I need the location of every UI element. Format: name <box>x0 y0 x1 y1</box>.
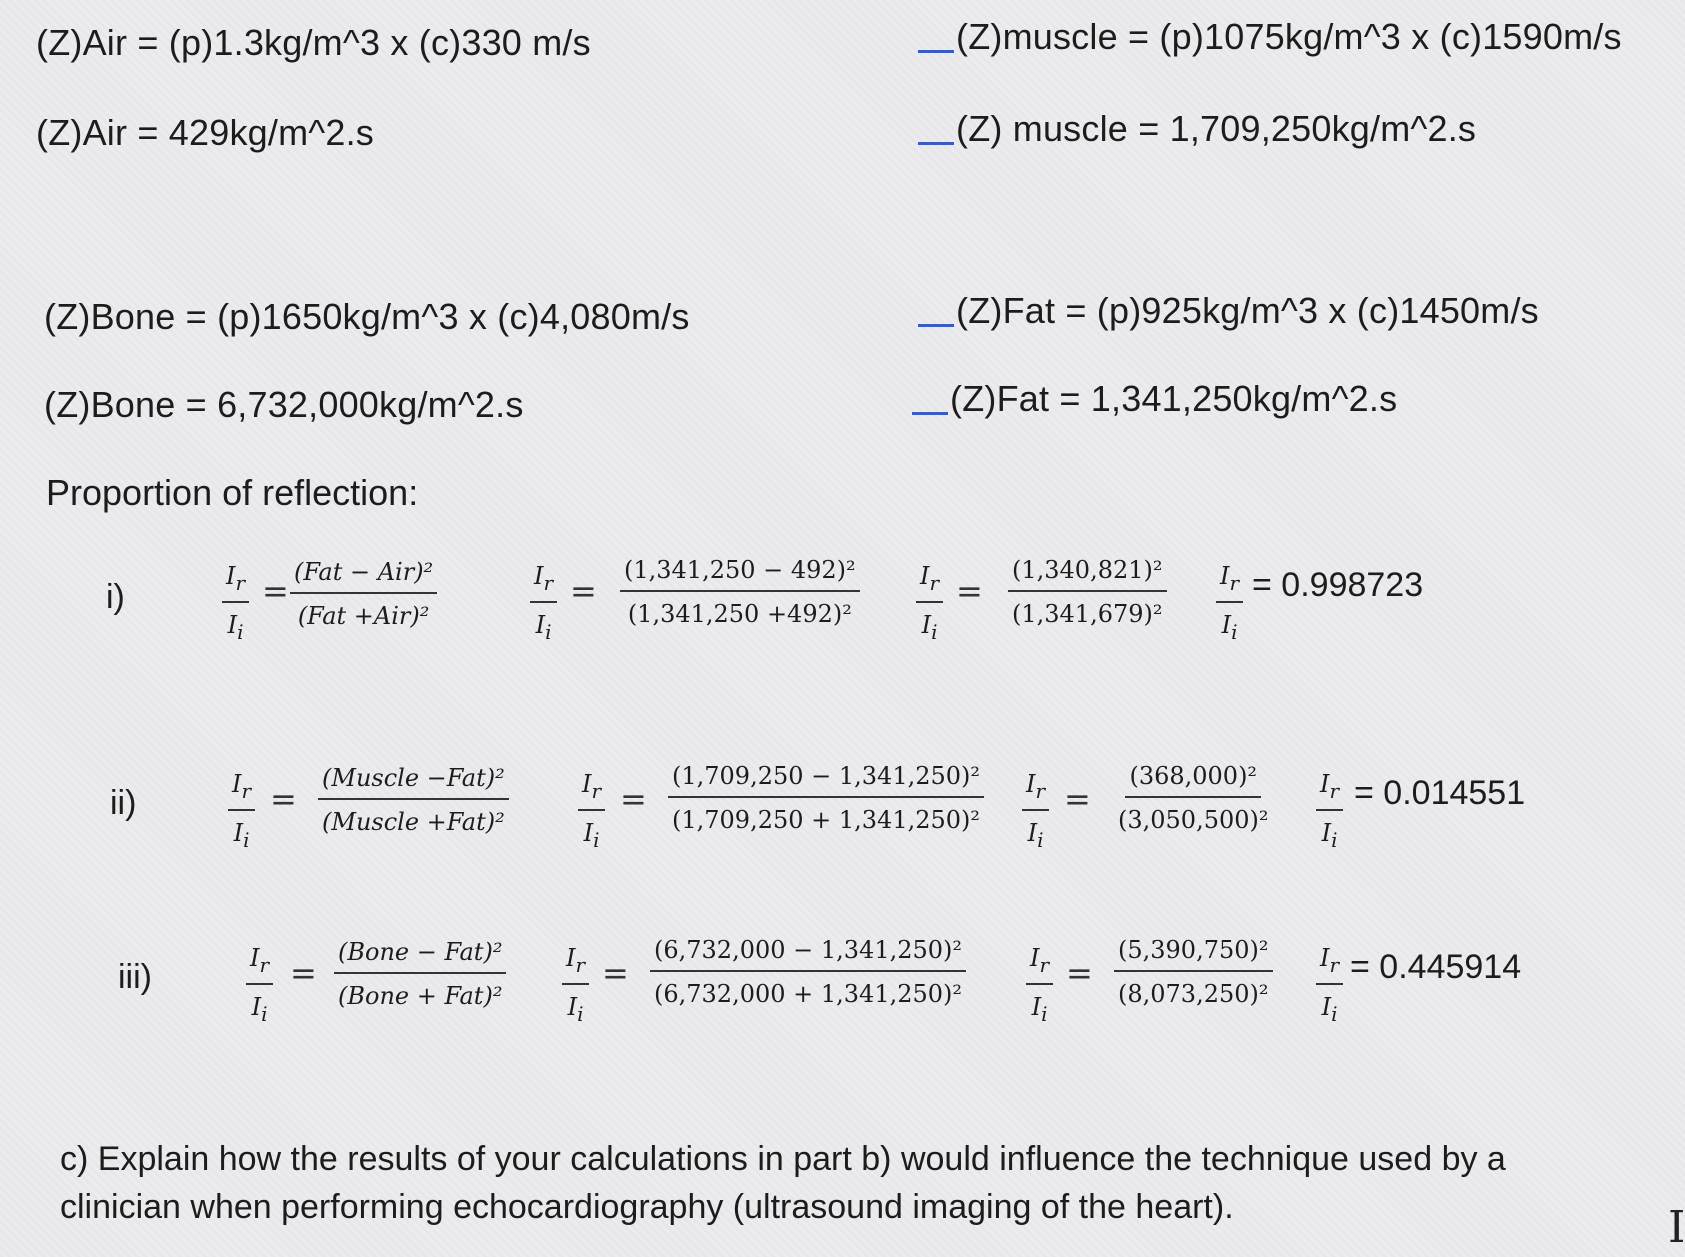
equals-sign: = <box>1064 780 1091 818</box>
intensity-ratio: $\frac{I_r}{I_i}$ <box>1216 562 1243 644</box>
section-heading: Proportion of reflection: <box>46 472 419 513</box>
numeric-fraction: $\frac{\text{(6,732,000 − 1,341,250)²}}{\text{(6,732,000 + 1,341,250)²}}$ <box>650 936 966 1008</box>
result-value: = 0.998723 <box>1252 566 1424 604</box>
question-text-line-1: c) Explain how the results of your calculations in part b) would influence the technique used by a <box>60 1140 1506 1178</box>
symbolic-fraction: (Muscle −Fat)² (Muscle +Fat)² <box>318 764 509 836</box>
intensity-ratio: $\frac{I_r}{I_i}$ <box>1316 770 1343 852</box>
row-label: iii) <box>118 958 152 996</box>
muscle-impedance-formula: (Z)muscle = (p)1075kg/m^3 x (c)1590m/s <box>918 16 1622 58</box>
underline-mark <box>918 324 954 327</box>
underline-mark <box>912 412 948 415</box>
muscle-impedance-value: (Z) muscle = 1,709,250kg/m^2.s <box>918 108 1476 150</box>
bone-impedance-formula: (Z)Bone = (p)1650kg/m^3 x (c)4,080m/s <box>44 296 690 337</box>
intensity-ratio: $\frac{I_r}{I_i}$ <box>1022 770 1049 852</box>
intensity-ratio: $\frac{I_r}{I_i}$ <box>1026 944 1053 1026</box>
intensity-ratio: $\frac{I_r}{I_i}$ <box>246 944 273 1026</box>
underline-mark <box>918 50 954 53</box>
intensity-ratio: $\frac{I_r}{I_i}$ <box>562 944 589 1026</box>
air-impedance-formula: (Z)Air = (p)1.3kg/m^3 x (c)330 m/s <box>36 22 591 63</box>
numeric-fraction: $\frac{\text{(1,709,250 − 1,341,250)²}}{\text{(1,709,250 + 1,341,250)²}}$ <box>668 762 984 834</box>
symbolic-fraction: (Bone − Fat)² (Bone + Fat)² <box>334 938 506 1010</box>
fat-impedance-value: (Z)Fat = 1,341,250kg/m^2.s <box>912 378 1397 420</box>
simplified-fraction: $\frac{\text{(368,000)²}}{\text{(3,050,500)²}}$ <box>1118 762 1269 834</box>
symbolic-fraction: (Fat − Air)² (Fat +Air)² <box>290 558 437 630</box>
intensity-ratio: $\frac{I_r}{I_i}$ <box>578 770 605 852</box>
equals-sign: = <box>290 954 317 992</box>
equals-sign: = <box>262 572 289 610</box>
fat-impedance-formula: (Z)Fat = (p)925kg/m^3 x (c)1450m/s <box>918 290 1539 332</box>
equals-sign: = <box>1066 954 1093 992</box>
equals-sign: = <box>956 572 983 610</box>
result-value: = 0.014551 <box>1354 774 1526 812</box>
equals-sign: = <box>570 572 597 610</box>
simplified-fraction: $\frac{\text{(1,340,821)²}}{\text{(1,341,679)²}}$ <box>1008 556 1167 628</box>
underline-mark <box>918 142 954 145</box>
equals-sign: = <box>602 954 629 992</box>
text-cursor-icon: I <box>1668 1202 1685 1253</box>
equals-sign: = <box>620 780 647 818</box>
intensity-ratio: $\frac{I_r}{I_i}$ <box>1316 944 1343 1026</box>
result-value: = 0.445914 <box>1350 948 1522 986</box>
numeric-fraction: $\frac{\text{(1,341,250 − 492)²}}{\text{(1,341,250 +492)²}}$ <box>620 556 860 628</box>
row-label: ii) <box>110 784 137 822</box>
simplified-fraction: $\frac{\text{(5,390,750)²}}{\text{(8,073,250)²}}$ <box>1114 936 1273 1008</box>
bone-impedance-value: (Z)Bone = 6,732,000kg/m^2.s <box>44 384 524 425</box>
intensity-ratio: $\frac{I_r}{I_i}$ <box>916 562 943 644</box>
intensity-ratio: $\frac{I_r}{I_i}$ <box>222 562 249 644</box>
question-text-line-2: clinician when performing echocardiography (ultrasound imaging of the heart). <box>60 1188 1234 1226</box>
row-label: i) <box>106 578 125 616</box>
equals-sign: = <box>270 780 297 818</box>
air-impedance-value: (Z)Air = 429kg/m^2.s <box>36 112 374 153</box>
intensity-ratio: $\frac{I_r}{I_i}$ <box>530 562 557 644</box>
intensity-ratio: $\frac{I_r}{I_i}$ <box>228 770 255 852</box>
